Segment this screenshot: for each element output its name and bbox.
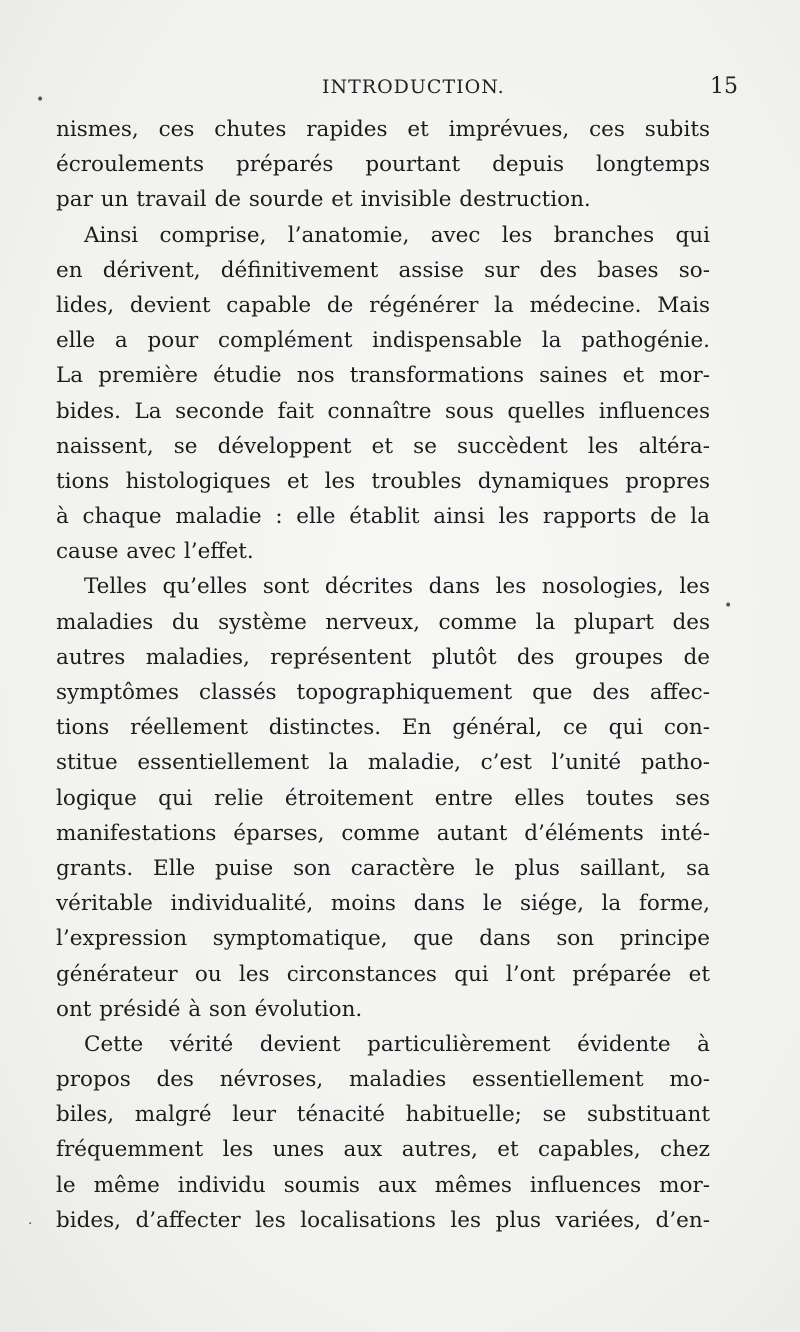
text-line: naissent, se développent et se succèdent les altéra- — [56, 433, 710, 459]
text-line: nismes, ces chutes rapides et imprévues, ces subits — [56, 117, 710, 142]
text-line: véritable individualité, moins dans le siége, la forme, — [56, 891, 710, 917]
text-line: lides, devient capable de régénérer la médecine. Mais — [56, 292, 710, 318]
speck-mark: • — [724, 598, 733, 614]
text-line: tions histologiques et les troubles dynamiques propres — [56, 468, 710, 494]
text-line: Cette vérité devient particulièrement évidente à — [84, 1031, 710, 1057]
text-line: écroulements préparés pourtant depuis longtemps — [56, 152, 710, 178]
text-line: logique qui relie étroitement entre elles toutes ses — [56, 785, 710, 811]
text-line: cause avec l’effet. — [56, 539, 254, 565]
text-line: générateur ou les circonstances qui l’ont préparée et — [56, 961, 710, 987]
body-text — [56, 112, 710, 1238]
text-line: stitue essentiellement la maladie, c’est l’unité patho- — [56, 750, 710, 776]
text-line: par un travail de sourde et invisible destruction. — [56, 187, 591, 213]
text-line: bides. La seconde fait connaître sous quelles influences — [56, 398, 710, 424]
running-head: INTRODUCTION. — [322, 76, 505, 98]
text-line: tions réellement distinctes. En général, ce qui con- — [56, 715, 710, 741]
text-line: le même individu soumis aux mêmes influences mor- — [56, 1172, 710, 1198]
text-line: bides, d’affecter les localisations les plus variées, d’en- — [56, 1207, 710, 1233]
text-line: symptômes classés topographiquement que des affec- — [56, 680, 710, 705]
text-line: ont présidé à son évolution. — [56, 996, 363, 1022]
text-line: manifestations éparses, comme autant d’éléments inté- — [56, 820, 710, 846]
text-line: l’expression symptomatique, que dans son principe — [56, 926, 710, 952]
text-line: elle a pour complément indispensable la pathogénie. — [56, 328, 710, 354]
text-line: à chaque maladie : elle établit ainsi les rapports de la — [56, 504, 710, 530]
page-header — [0, 76, 800, 106]
text-line: biles, malgré leur ténacité habituelle; se substituant — [56, 1102, 710, 1128]
text-line: maladies du système nerveux, comme la plupart des — [56, 609, 710, 635]
speck-mark: • — [36, 92, 45, 108]
speck-mark: · — [28, 1216, 33, 1232]
text-line: fréquemment les unes aux autres, et capables, chez — [56, 1137, 710, 1163]
text-line: Ainsi comprise, l’anatomie, avec les branches qui — [84, 222, 710, 248]
text-line: autres maladies, représentent plutôt des groupes de — [56, 644, 710, 670]
text-line: Telles qu’elles sont décrites dans les nosologies, les — [84, 574, 710, 600]
text-line: La première étudie nos transformations saines et mor- — [56, 363, 710, 389]
text-line: grants. Elle puise son caractère le plus saillant, sa — [56, 855, 710, 881]
text-line: propos des névroses, maladies essentiellement mo- — [56, 1067, 710, 1093]
text-line: en dérivent, définitivement assise sur des bases so- — [56, 257, 710, 283]
page-number: 15 — [710, 74, 738, 99]
